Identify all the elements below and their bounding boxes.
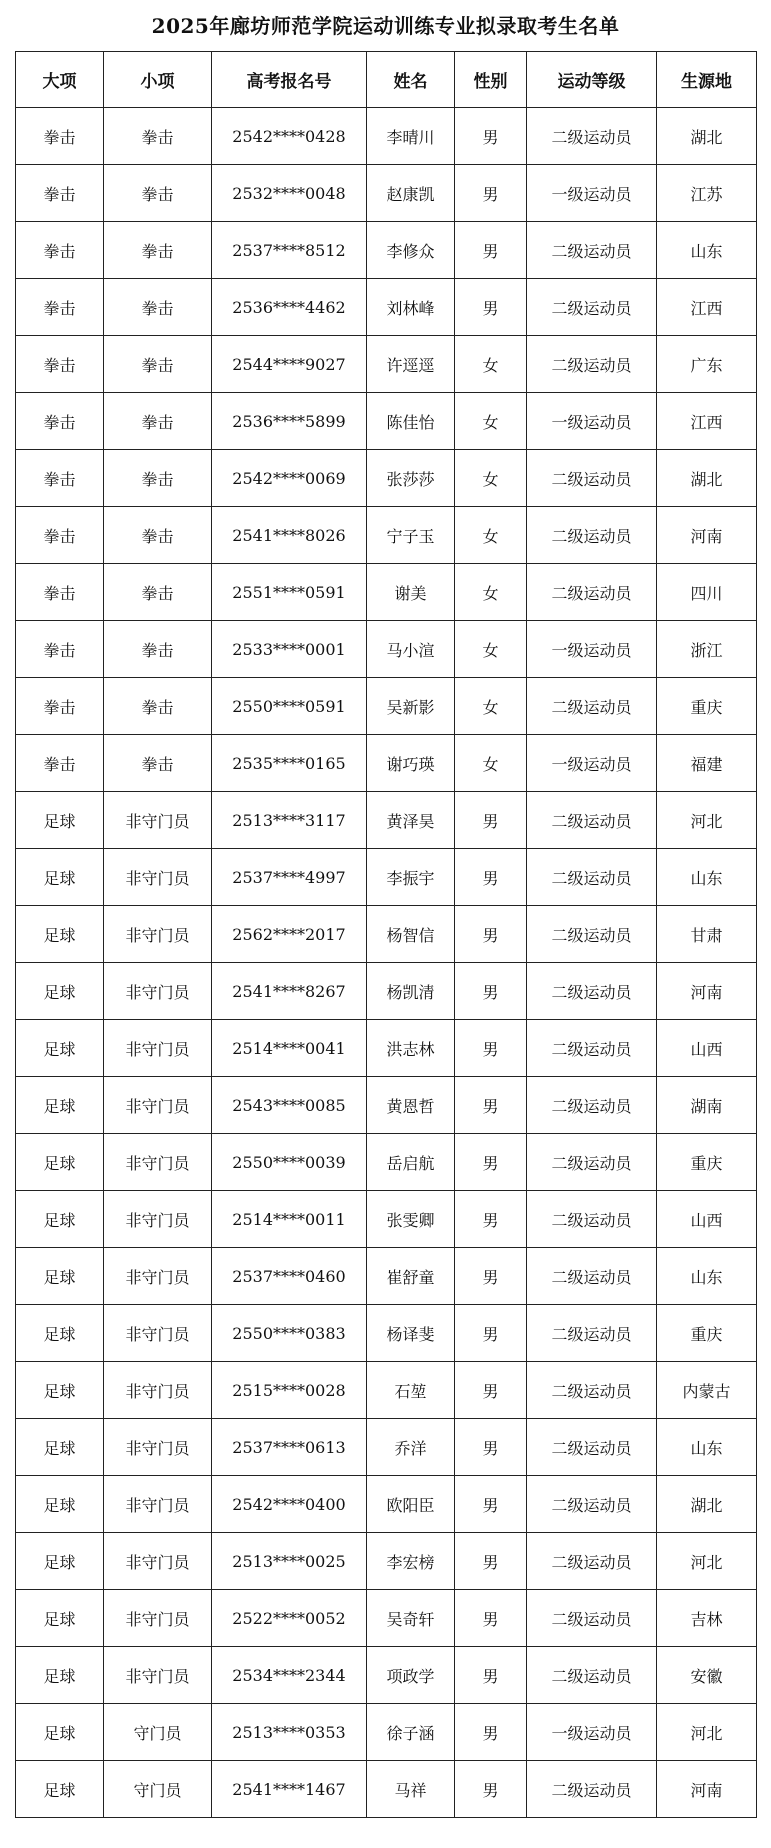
column-header-athlete-level: 运动等级 — [527, 52, 657, 108]
cell-gender: 男 — [455, 1476, 527, 1533]
cell-name: 李修众 — [367, 222, 455, 279]
cell-exam-number: 2550****0383 — [212, 1305, 367, 1362]
cell-category: 足球 — [16, 1248, 104, 1305]
cell-name: 黄恩哲 — [367, 1077, 455, 1134]
cell-gender: 女 — [455, 621, 527, 678]
cell-athlete-level: 二级运动员 — [527, 1362, 657, 1419]
table-row — [16, 393, 757, 450]
table-row — [16, 1248, 757, 1305]
cell-exam-number: 2550****0039 — [212, 1134, 367, 1191]
cell-name: 张莎莎 — [367, 450, 455, 507]
cell-athlete-level: 二级运动员 — [527, 963, 657, 1020]
cell-subcategory: 非守门员 — [104, 1191, 212, 1248]
cell-exam-number: 2541****8267 — [212, 963, 367, 1020]
cell-subcategory: 非守门员 — [104, 1590, 212, 1647]
cell-gender: 男 — [455, 1761, 527, 1818]
cell-category: 足球 — [16, 1647, 104, 1704]
cell-athlete-level: 二级运动员 — [527, 1533, 657, 1590]
cell-name: 徐子涵 — [367, 1704, 455, 1761]
cell-origin: 河南 — [657, 963, 757, 1020]
table-row — [16, 906, 757, 963]
cell-name: 刘林峰 — [367, 279, 455, 336]
table-row — [16, 1134, 757, 1191]
cell-origin: 河南 — [657, 1761, 757, 1818]
cell-exam-number: 2537****0460 — [212, 1248, 367, 1305]
cell-category: 足球 — [16, 1419, 104, 1476]
cell-athlete-level: 二级运动员 — [527, 792, 657, 849]
cell-origin: 江西 — [657, 279, 757, 336]
cell-gender: 男 — [455, 1704, 527, 1761]
cell-exam-number: 2541****1467 — [212, 1761, 367, 1818]
cell-origin: 湖北 — [657, 108, 757, 165]
cell-name: 欧阳臣 — [367, 1476, 455, 1533]
cell-origin: 湖南 — [657, 1077, 757, 1134]
cell-category: 足球 — [16, 1761, 104, 1818]
cell-athlete-level: 二级运动员 — [527, 108, 657, 165]
cell-exam-number: 2537****4997 — [212, 849, 367, 906]
cell-category: 足球 — [16, 1533, 104, 1590]
cell-category: 足球 — [16, 1476, 104, 1533]
cell-category: 拳击 — [16, 393, 104, 450]
cell-category: 足球 — [16, 906, 104, 963]
cell-category: 足球 — [16, 1704, 104, 1761]
cell-subcategory: 拳击 — [104, 450, 212, 507]
cell-name: 张雯卿 — [367, 1191, 455, 1248]
table-row — [16, 792, 757, 849]
cell-origin: 山东 — [657, 1248, 757, 1305]
cell-subcategory: 非守门员 — [104, 1248, 212, 1305]
cell-subcategory: 非守门员 — [104, 1077, 212, 1134]
cell-subcategory: 拳击 — [104, 393, 212, 450]
cell-athlete-level: 一级运动员 — [527, 1704, 657, 1761]
cell-subcategory: 非守门员 — [104, 1533, 212, 1590]
cell-gender: 男 — [455, 906, 527, 963]
cell-gender: 女 — [455, 393, 527, 450]
cell-origin: 安徽 — [657, 1647, 757, 1704]
table-row — [16, 1647, 757, 1704]
cell-name: 吴奇轩 — [367, 1590, 455, 1647]
cell-category: 足球 — [16, 1590, 104, 1647]
cell-exam-number: 2536****4462 — [212, 279, 367, 336]
cell-name: 谢美 — [367, 564, 455, 621]
cell-category: 拳击 — [16, 279, 104, 336]
cell-gender: 男 — [455, 165, 527, 222]
cell-gender: 男 — [455, 1533, 527, 1590]
cell-category: 足球 — [16, 1020, 104, 1077]
cell-exam-number: 2514****0011 — [212, 1191, 367, 1248]
cell-subcategory: 拳击 — [104, 564, 212, 621]
cell-exam-number: 2543****0085 — [212, 1077, 367, 1134]
cell-gender: 男 — [455, 1647, 527, 1704]
cell-subcategory: 非守门员 — [104, 963, 212, 1020]
cell-gender: 女 — [455, 450, 527, 507]
cell-exam-number: 2542****0428 — [212, 108, 367, 165]
cell-gender: 男 — [455, 279, 527, 336]
cell-name: 项政学 — [367, 1647, 455, 1704]
cell-athlete-level: 二级运动员 — [527, 1134, 657, 1191]
cell-origin: 浙江 — [657, 621, 757, 678]
cell-athlete-level: 一级运动员 — [527, 735, 657, 792]
cell-subcategory: 非守门员 — [104, 1419, 212, 1476]
cell-gender: 男 — [455, 1077, 527, 1134]
cell-name: 乔洋 — [367, 1419, 455, 1476]
cell-origin: 重庆 — [657, 1134, 757, 1191]
cell-origin: 河南 — [657, 507, 757, 564]
cell-gender: 女 — [455, 564, 527, 621]
cell-gender: 男 — [455, 1305, 527, 1362]
cell-subcategory: 拳击 — [104, 108, 212, 165]
cell-exam-number: 2522****0052 — [212, 1590, 367, 1647]
cell-exam-number: 2533****0001 — [212, 621, 367, 678]
cell-athlete-level: 二级运动员 — [527, 1248, 657, 1305]
cell-category: 拳击 — [16, 108, 104, 165]
table-row — [16, 564, 757, 621]
cell-exam-number: 2542****0069 — [212, 450, 367, 507]
cell-exam-number: 2550****0591 — [212, 678, 367, 735]
cell-athlete-level: 二级运动员 — [527, 1590, 657, 1647]
cell-category: 拳击 — [16, 735, 104, 792]
cell-origin: 重庆 — [657, 678, 757, 735]
cell-athlete-level: 二级运动员 — [527, 1761, 657, 1818]
cell-category: 足球 — [16, 1191, 104, 1248]
table-row — [16, 1476, 757, 1533]
cell-subcategory: 非守门员 — [104, 1476, 212, 1533]
column-header-category: 大项 — [16, 52, 104, 108]
cell-origin: 重庆 — [657, 1305, 757, 1362]
cell-name: 杨智信 — [367, 906, 455, 963]
cell-subcategory: 守门员 — [104, 1761, 212, 1818]
cell-gender: 男 — [455, 792, 527, 849]
cell-origin: 江苏 — [657, 165, 757, 222]
cell-category: 足球 — [16, 963, 104, 1020]
cell-category: 拳击 — [16, 621, 104, 678]
cell-subcategory: 非守门员 — [104, 1020, 212, 1077]
cell-gender: 男 — [455, 108, 527, 165]
cell-gender: 男 — [455, 1248, 527, 1305]
table-row — [16, 1590, 757, 1647]
table-row — [16, 1191, 757, 1248]
cell-origin: 广东 — [657, 336, 757, 393]
cell-athlete-level: 二级运动员 — [527, 906, 657, 963]
cell-subcategory: 拳击 — [104, 222, 212, 279]
table-row — [16, 165, 757, 222]
cell-origin: 河北 — [657, 792, 757, 849]
cell-subcategory: 非守门员 — [104, 1134, 212, 1191]
cell-athlete-level: 一级运动员 — [527, 165, 657, 222]
cell-category: 足球 — [16, 1134, 104, 1191]
cell-name: 杨凯清 — [367, 963, 455, 1020]
cell-athlete-level: 二级运动员 — [527, 849, 657, 906]
cell-origin: 福建 — [657, 735, 757, 792]
cell-subcategory: 拳击 — [104, 336, 212, 393]
cell-name: 许逕逕 — [367, 336, 455, 393]
column-header-subcategory: 小项 — [104, 52, 212, 108]
cell-origin: 湖北 — [657, 450, 757, 507]
table-header — [16, 52, 757, 108]
cell-name: 吴新影 — [367, 678, 455, 735]
table-row — [16, 735, 757, 792]
cell-name: 李宏榜 — [367, 1533, 455, 1590]
table-row — [16, 963, 757, 1020]
cell-athlete-level: 二级运动员 — [527, 1077, 657, 1134]
cell-exam-number: 2513****3117 — [212, 792, 367, 849]
cell-subcategory: 非守门员 — [104, 906, 212, 963]
cell-gender: 女 — [455, 678, 527, 735]
column-header-gender: 性别 — [455, 52, 527, 108]
cell-name: 赵康凯 — [367, 165, 455, 222]
cell-gender: 男 — [455, 1020, 527, 1077]
cell-athlete-level: 二级运动员 — [527, 1020, 657, 1077]
cell-athlete-level: 二级运动员 — [527, 564, 657, 621]
cell-category: 足球 — [16, 1305, 104, 1362]
cell-gender: 男 — [455, 1419, 527, 1476]
cell-name: 崔舒童 — [367, 1248, 455, 1305]
cell-exam-number: 2544****9027 — [212, 336, 367, 393]
cell-origin: 河北 — [657, 1533, 757, 1590]
cell-category: 足球 — [16, 1362, 104, 1419]
table-row — [16, 507, 757, 564]
cell-name: 宁子玉 — [367, 507, 455, 564]
cell-name: 洪志林 — [367, 1020, 455, 1077]
cell-exam-number: 2532****0048 — [212, 165, 367, 222]
page-title: 2025年廊坊师范学院运动训练专业拟录取考生名单 — [151, 14, 620, 38]
cell-exam-number: 2536****5899 — [212, 393, 367, 450]
cell-athlete-level: 二级运动员 — [527, 336, 657, 393]
cell-origin: 山东 — [657, 1419, 757, 1476]
cell-athlete-level: 二级运动员 — [527, 1191, 657, 1248]
column-header-exam-number: 高考报名号 — [212, 52, 367, 108]
cell-category: 拳击 — [16, 336, 104, 393]
cell-subcategory: 非守门员 — [104, 1362, 212, 1419]
cell-name: 陈佳怡 — [367, 393, 455, 450]
table-row — [16, 1533, 757, 1590]
cell-exam-number: 2541****8026 — [212, 507, 367, 564]
cell-gender: 女 — [455, 336, 527, 393]
cell-name: 岳启航 — [367, 1134, 455, 1191]
table-row — [16, 1704, 757, 1761]
table-row — [16, 1419, 757, 1476]
cell-athlete-level: 二级运动员 — [527, 678, 657, 735]
cell-gender: 女 — [455, 735, 527, 792]
table-row — [16, 279, 757, 336]
column-header-name: 姓名 — [367, 52, 455, 108]
cell-subcategory: 拳击 — [104, 279, 212, 336]
table-row — [16, 678, 757, 735]
cell-category: 拳击 — [16, 222, 104, 279]
column-header-origin: 生源地 — [657, 52, 757, 108]
table-row — [16, 450, 757, 507]
cell-exam-number: 2542****0400 — [212, 1476, 367, 1533]
cell-exam-number: 2534****2344 — [212, 1647, 367, 1704]
cell-subcategory: 拳击 — [104, 735, 212, 792]
table-row — [16, 336, 757, 393]
cell-athlete-level: 二级运动员 — [527, 1419, 657, 1476]
cell-exam-number: 2515****0028 — [212, 1362, 367, 1419]
cell-subcategory: 拳击 — [104, 165, 212, 222]
cell-athlete-level: 二级运动员 — [527, 1476, 657, 1533]
cell-name: 李晴川 — [367, 108, 455, 165]
table-row — [16, 1077, 757, 1134]
cell-name: 李振宇 — [367, 849, 455, 906]
cell-athlete-level: 一级运动员 — [527, 393, 657, 450]
cell-category: 拳击 — [16, 507, 104, 564]
cell-subcategory: 非守门员 — [104, 1647, 212, 1704]
cell-subcategory: 守门员 — [104, 1704, 212, 1761]
cell-origin: 山东 — [657, 849, 757, 906]
table-row — [16, 108, 757, 165]
cell-name: 马祥 — [367, 1761, 455, 1818]
cell-exam-number: 2537****8512 — [212, 222, 367, 279]
cell-gender: 男 — [455, 963, 527, 1020]
cell-athlete-level: 二级运动员 — [527, 1305, 657, 1362]
admission-table — [15, 51, 757, 1818]
cell-origin: 河北 — [657, 1704, 757, 1761]
cell-exam-number: 2513****0353 — [212, 1704, 367, 1761]
cell-athlete-level: 二级运动员 — [527, 279, 657, 336]
table-row — [16, 621, 757, 678]
cell-athlete-level: 二级运动员 — [527, 222, 657, 279]
cell-subcategory: 拳击 — [104, 507, 212, 564]
cell-subcategory: 非守门员 — [104, 849, 212, 906]
cell-category: 拳击 — [16, 564, 104, 621]
cell-subcategory: 拳击 — [104, 678, 212, 735]
cell-category: 拳击 — [16, 450, 104, 507]
cell-category: 拳击 — [16, 678, 104, 735]
cell-origin: 吉林 — [657, 1590, 757, 1647]
cell-category: 拳击 — [16, 165, 104, 222]
cell-origin: 山东 — [657, 222, 757, 279]
cell-athlete-level: 二级运动员 — [527, 450, 657, 507]
cell-subcategory: 拳击 — [104, 621, 212, 678]
cell-gender: 女 — [455, 507, 527, 564]
cell-athlete-level: 二级运动员 — [527, 1647, 657, 1704]
table-row — [16, 849, 757, 906]
cell-name: 石堃 — [367, 1362, 455, 1419]
table-row — [16, 1362, 757, 1419]
cell-exam-number: 2551****0591 — [212, 564, 367, 621]
cell-exam-number: 2513****0025 — [212, 1533, 367, 1590]
cell-gender: 男 — [455, 1191, 527, 1248]
cell-origin: 山西 — [657, 1020, 757, 1077]
cell-gender: 男 — [455, 1590, 527, 1647]
cell-origin: 山西 — [657, 1191, 757, 1248]
cell-origin: 湖北 — [657, 1476, 757, 1533]
cell-exam-number: 2562****2017 — [212, 906, 367, 963]
cell-gender: 男 — [455, 1134, 527, 1191]
cell-athlete-level: 一级运动员 — [527, 621, 657, 678]
cell-exam-number: 2535****0165 — [212, 735, 367, 792]
cell-category: 足球 — [16, 792, 104, 849]
cell-origin: 江西 — [657, 393, 757, 450]
header-row — [16, 52, 757, 108]
cell-name: 谢巧瑛 — [367, 735, 455, 792]
table-body — [16, 108, 757, 1818]
table-row — [16, 1020, 757, 1077]
cell-exam-number: 2514****0041 — [212, 1020, 367, 1077]
cell-gender: 男 — [455, 849, 527, 906]
cell-origin: 内蒙古 — [657, 1362, 757, 1419]
cell-name: 黄泽昊 — [367, 792, 455, 849]
cell-exam-number: 2537****0613 — [212, 1419, 367, 1476]
cell-subcategory: 非守门员 — [104, 1305, 212, 1362]
cell-name: 杨译斐 — [367, 1305, 455, 1362]
cell-category: 足球 — [16, 849, 104, 906]
cell-subcategory: 非守门员 — [104, 792, 212, 849]
table-row — [16, 222, 757, 279]
cell-category: 足球 — [16, 1077, 104, 1134]
table-row — [16, 1761, 757, 1818]
cell-origin: 四川 — [657, 564, 757, 621]
cell-name: 马小渲 — [367, 621, 455, 678]
cell-gender: 男 — [455, 222, 527, 279]
cell-origin: 甘肃 — [657, 906, 757, 963]
cell-gender: 男 — [455, 1362, 527, 1419]
table-row — [16, 1305, 757, 1362]
cell-athlete-level: 二级运动员 — [527, 507, 657, 564]
